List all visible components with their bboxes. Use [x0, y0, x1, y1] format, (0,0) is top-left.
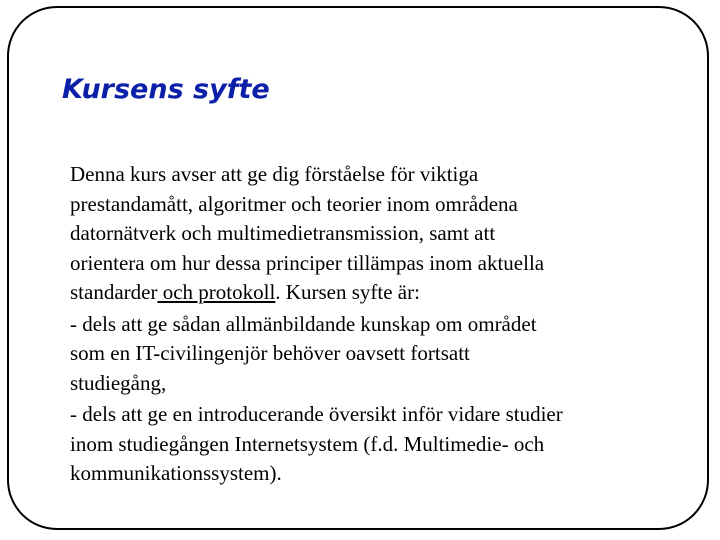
- body-line: orientera om hur dessa principer tillämpas inom aktuella: [70, 250, 545, 275]
- underlined-text: och protokoll: [157, 280, 276, 304]
- slide-title: Kursens syfte: [62, 74, 270, 105]
- body-text: standarder: [70, 280, 158, 304]
- bullet-line: studiegång,: [70, 370, 167, 395]
- body-text: . Kursen syfte är:: [275, 280, 420, 304]
- body-line: datornätverk och multimedietransmission, samt att: [70, 221, 496, 245]
- body-line: Denna kurs avser att ge dig förståelse för viktiga: [70, 162, 479, 186]
- bullet-line: - dels att ge en introducerande översikt inför vidare studier: [70, 402, 563, 426]
- body-line: [70, 278, 670, 308]
- slide-body: [70, 160, 670, 489]
- body-line: prestandamått, algoritmer och teorier inom områdena: [70, 191, 518, 216]
- bullet-line: som en IT-civilingenjör behöver oavsett fortsatt: [70, 341, 470, 365]
- bullet-line: kommunikationssystem).: [70, 461, 282, 485]
- bullet-line: inom studiegången Internetsystem (f.d. Multimedie- och: [70, 431, 545, 456]
- bullet-line: - dels att ge sådan allmänbildande kunskap om området: [70, 311, 537, 336]
